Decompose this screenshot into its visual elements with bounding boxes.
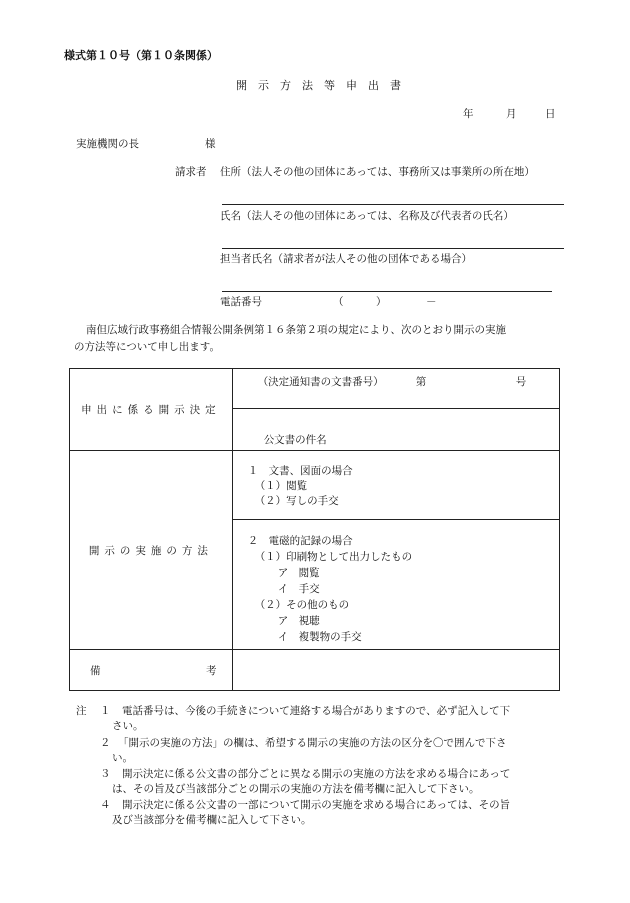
address-underline [222, 204, 564, 205]
decision-label: 申出に係る開示決定 [81, 404, 221, 416]
note3-number: ３ [100, 768, 111, 780]
remarks-label-cell [70, 650, 233, 691]
remarks-char-2: 考 [206, 665, 217, 677]
name-underline [222, 248, 564, 249]
note4-line1: 開示決定に係る公文書の一部について開示の実施を求める場合にあっては、その旨 [122, 799, 511, 811]
note1-number: １ [100, 705, 111, 717]
method2-sub1-view: ア 閲覧 [277, 567, 320, 579]
recipient-honorific: 様 [205, 138, 216, 150]
date-month: 月 [506, 108, 517, 120]
date-year: 年 [463, 108, 474, 120]
decision-label-cell [70, 369, 233, 451]
method1-option-view: （１）閲覧 [254, 480, 308, 492]
note1-line2: さい。 [112, 720, 144, 732]
phone-label: 電話番号 [220, 296, 262, 308]
method2-sub2-copy: イ 複製物の手交 [277, 631, 362, 643]
remarks-char-1: 備 [90, 665, 101, 677]
body-text-line2: の方法等について申し出ます。 [74, 341, 220, 353]
note3-line2: は、その旨及び当該部分ごとの開示の実施の方法を備考欄に記入して下さい。 [112, 783, 480, 795]
doc-number-dai: 第 [415, 376, 427, 388]
method1-heading: １ 文書、図面の場合 [247, 465, 353, 477]
doc-title-label: 公文書の件名 [263, 434, 327, 446]
phone-dash: － [426, 296, 437, 308]
method-label-cell [70, 451, 233, 650]
method2-sub1-handover: イ 手交 [277, 583, 320, 595]
page-title: 開 示 方 法 等 申 出 書 [236, 79, 401, 92]
note1-line1: 電話番号は、今後の手続きについて連絡する場合がありますので、必ず記入して下 [122, 705, 511, 717]
remarks-input-cell[interactable] [232, 650, 559, 691]
address-field-label: 住所（法人その他の団体にあっては、事務所又は事業所の所在地） [220, 166, 535, 178]
date-day: 日 [545, 108, 556, 120]
note2-number: ２ [100, 737, 111, 749]
method2-cell [232, 520, 559, 650]
note2-line1: 「開示の実施の方法」の欄は、希望する開示の実施の方法の区分を〇で囲んで下さ [118, 737, 507, 749]
note4-number: ４ [100, 799, 111, 811]
requester-label: 請求者 [175, 166, 207, 178]
method-label: 開示の実施の方法 [88, 544, 213, 557]
contact-person-label: 担当者氏名（請求者が法人その他の団体である場合） [220, 253, 472, 265]
method1-option-copy: （２）写しの手交 [254, 495, 339, 507]
notes-prefix: 注 [76, 705, 87, 717]
doc-number-go: 号 [515, 376, 527, 388]
doc-title-cell [232, 409, 559, 451]
note3-line1: 開示決定に係る公文書の部分ごとに異なる開示の実施の方法を求める場合にあって [122, 768, 511, 780]
method2-sub1: （１）印刷物として出力したもの [254, 551, 413, 563]
method2-sub2: （２）その他のもの [254, 599, 350, 611]
name-field-label: 氏名（法人その他の団体にあっては、名称及び代表者の氏名） [220, 210, 514, 222]
contact-person-underline [222, 291, 552, 292]
phone-paren-close: ） [376, 296, 387, 308]
method1-cell [232, 451, 559, 520]
note2-line2: い。 [112, 752, 133, 764]
request-table [69, 368, 560, 691]
doc-number-cell [232, 369, 559, 409]
note4-line2: 及び当該部分を備考欄に記入して下さい。 [112, 814, 312, 826]
doc-number-label: （決定通知書の文書番号） [257, 376, 384, 388]
recipient-label: 実施機関の長 [76, 138, 139, 150]
body-text-line1: 南但広域行政事務組合情報公開条例第１６条第２項の規定により、次のとおり開示の実施 [86, 324, 506, 336]
phone-paren-open: （ [333, 296, 344, 308]
form-number: 様式第１０号（第１０条関係） [64, 49, 218, 62]
method2-heading: ２ 電磁的記録の場合 [247, 535, 353, 547]
method2-sub2-watch: ア 視聴 [277, 615, 320, 627]
